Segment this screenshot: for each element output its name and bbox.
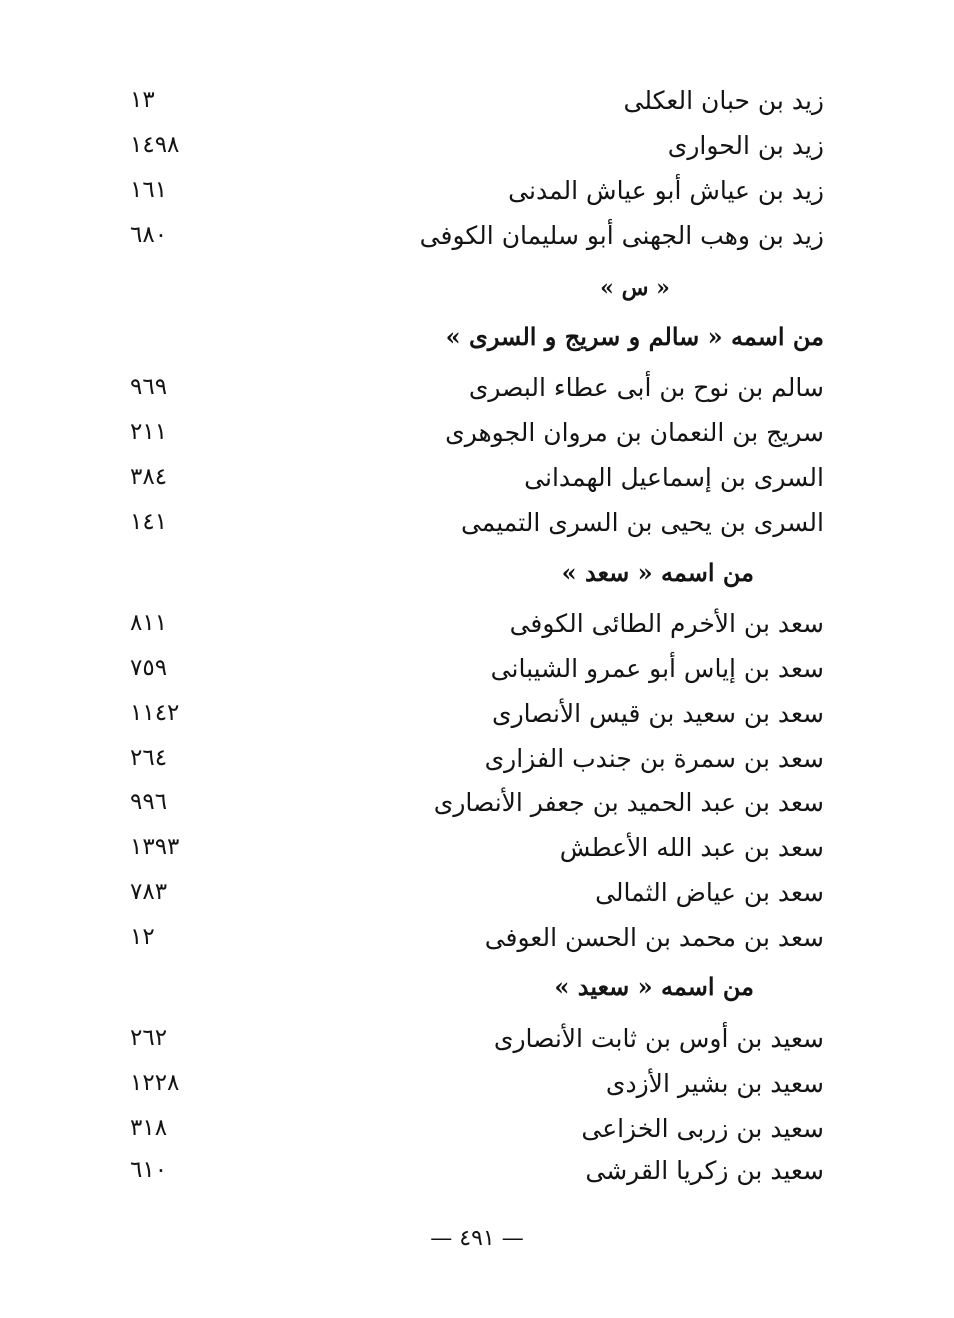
entry-name: السرى بن يحيى بن السرى التميمى bbox=[460, 507, 824, 537]
entry-name: سريج بن النعمان بن مروان الجوهرى bbox=[445, 417, 824, 447]
index-entry bbox=[130, 80, 824, 120]
index-entry bbox=[130, 412, 824, 452]
index-entry bbox=[130, 738, 824, 778]
index-entry bbox=[130, 1018, 824, 1058]
index-entry bbox=[130, 648, 824, 688]
entry-number: ٧٥٩ bbox=[130, 654, 168, 681]
entry-name: سعد بن عبد الله الأعطش bbox=[559, 832, 824, 862]
index-entry bbox=[130, 1108, 824, 1148]
entry-number: ١٤٩٨ bbox=[130, 131, 180, 158]
entry-number: ٢٦٤ bbox=[130, 744, 168, 771]
index-entry bbox=[130, 1150, 824, 1190]
index-entry bbox=[130, 603, 824, 643]
entry-name: سعد بن عياض الثمالى bbox=[595, 877, 824, 907]
entry-number: ١٤١ bbox=[130, 508, 168, 535]
entry-number: ١٢٢٨ bbox=[130, 1069, 180, 1096]
entry-number: ١١٤٢ bbox=[130, 699, 180, 726]
entry-number: ٩٩٦ bbox=[130, 788, 168, 815]
index-entry bbox=[130, 170, 824, 210]
page-number: — ٤٩١ — bbox=[430, 1225, 524, 1251]
entry-name: زيد بن الحوارى bbox=[667, 130, 824, 160]
entry-name: زيد بن حبان العكلى bbox=[623, 85, 824, 115]
section-letter: « س » bbox=[600, 275, 670, 301]
entry-number: ١٦١ bbox=[130, 176, 168, 203]
entry-name: سعيد بن بشير الأزدى bbox=[605, 1068, 824, 1098]
entry-name: زيد بن عياش أبو عياش المدنى bbox=[508, 175, 824, 205]
entry-number: ٣١٨ bbox=[130, 1114, 168, 1141]
entry-name: سعد بن محمد بن الحسن العوفى bbox=[484, 922, 824, 952]
index-entry bbox=[130, 693, 824, 733]
entry-number: ٣٨٤ bbox=[130, 463, 168, 490]
section-heading: من اسمه « سالم و سريج و السرى » bbox=[445, 321, 824, 351]
index-entry bbox=[130, 782, 824, 822]
entry-name: السرى بن إسماعيل الهمدانى bbox=[524, 462, 824, 492]
entry-number: ٢٦٢ bbox=[130, 1024, 168, 1051]
entry-name: زيد بن وهب الجهنى أبو سليمان الكوفى bbox=[419, 220, 824, 250]
entry-name: سعيد بن زكريا القرشى bbox=[585, 1155, 824, 1185]
entry-name: سعيد بن أوس بن ثابت الأنصارى bbox=[493, 1023, 824, 1053]
entry-name: سعد بن سمرة بن جندب الفزارى bbox=[484, 743, 824, 773]
entry-number: ٦٨٠ bbox=[130, 221, 168, 248]
index-entry bbox=[130, 872, 824, 912]
entry-number: ١٢ bbox=[130, 923, 155, 950]
section-heading: من اسمه « سعيد » bbox=[554, 971, 754, 1001]
index-entry bbox=[130, 1063, 824, 1103]
entry-name: سالم بن نوح بن أبى عطاء البصرى bbox=[468, 372, 824, 402]
entry-number: ٦١٠ bbox=[130, 1156, 168, 1183]
entry-number: ١٣٩٣ bbox=[130, 833, 180, 860]
entry-number: ٧٨٣ bbox=[130, 878, 168, 905]
entry-name: سعيد بن زربى الخزاعى bbox=[581, 1113, 824, 1143]
index-entry bbox=[130, 457, 824, 497]
index-entry bbox=[130, 215, 824, 255]
index-entry bbox=[130, 125, 824, 165]
index-entry bbox=[130, 367, 824, 407]
section-heading: من اسمه « سعد » bbox=[561, 557, 754, 587]
index-entry bbox=[130, 502, 824, 542]
entry-name: سعد بن الأخرم الطائى الكوفى bbox=[509, 608, 824, 638]
entry-number: ٢١١ bbox=[130, 418, 168, 445]
index-entry bbox=[130, 917, 824, 957]
entry-name: سعد بن سعيد بن قيس الأنصارى bbox=[492, 698, 824, 728]
entry-number: ٩٦٩ bbox=[130, 373, 168, 400]
index-entry bbox=[130, 827, 824, 867]
entry-name: سعد بن عبد الحميد بن جعفر الأنصارى bbox=[433, 787, 824, 817]
entry-number: ٨١١ bbox=[130, 609, 168, 636]
entry-number: ١٣ bbox=[130, 86, 155, 113]
entry-name: سعد بن إياس أبو عمرو الشيبانى bbox=[490, 653, 824, 683]
